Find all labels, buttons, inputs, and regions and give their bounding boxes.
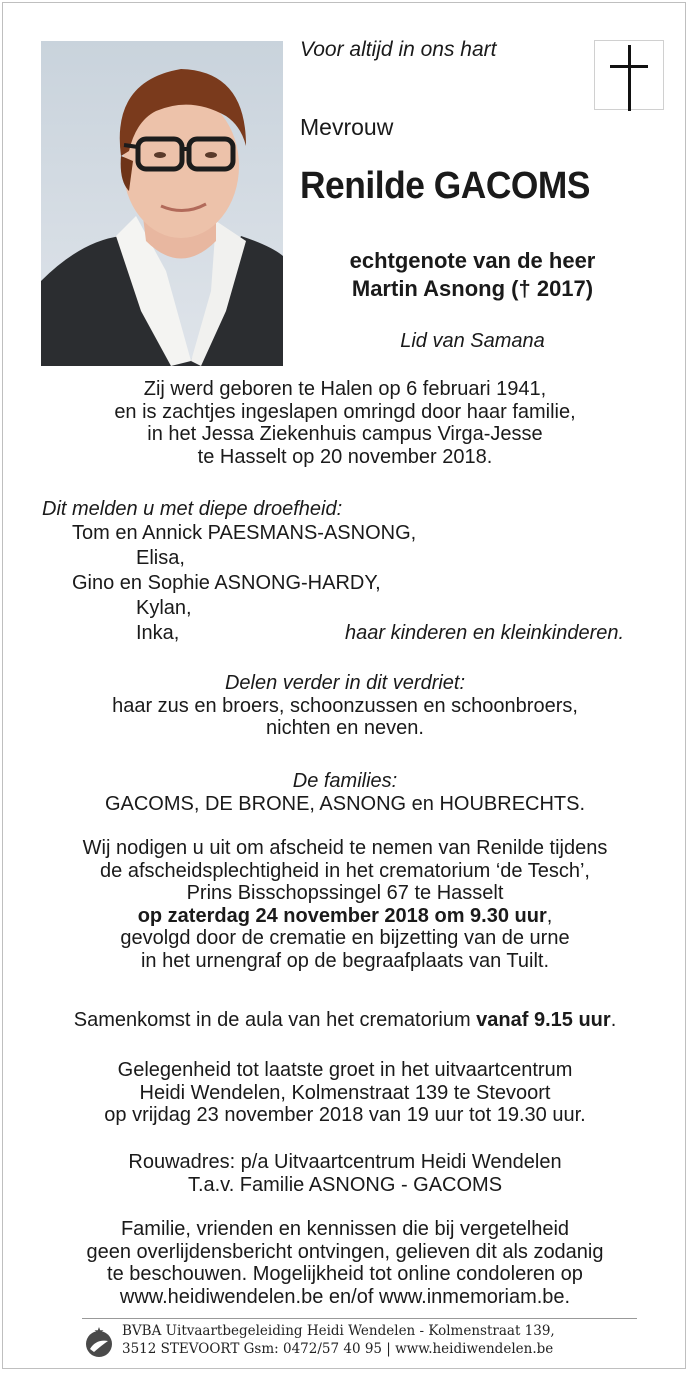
spouse-line-2: Martin Asnong († 2017) [351,276,594,301]
funeral-home-logo-icon [84,1325,114,1359]
families-label: De families: [292,770,398,792]
footer-line-1: BVBA Uitvaartbegeleiding Heidi Wendelen - Kolmenstraat 139, [122,1323,555,1339]
sharing-label: Delen verder in dit verdriet: [224,672,466,694]
sharing-line: nichten en neven. [266,717,424,739]
visitation-block [20,1059,670,1127]
footer-line-2: 3512 STEVOORT Gsm: 0472/57 40 95 | www.heidiwendelen.be [122,1341,554,1357]
address-line: Rouwadres: p/a Uitvaartcentrum Heidi Wendelen [128,1151,562,1173]
ceremony-date: op zaterdag 24 november 2018 om 9.30 uur [137,904,547,927]
family-member: Elisa, [136,547,185,569]
address-line: T.a.v. Familie ASNONG - GACOMS [187,1173,503,1196]
footer-divider [82,1318,637,1319]
families-block [20,770,670,815]
family-member: Gino en Sophie ASNONG-HARDY, [72,572,381,594]
ceremony-line: de afscheidsplechtigheid in het crematorium ‘de Tesch’, [100,859,590,882]
ceremony-line: gevolgd door de crematie en bijzetting van de urne [120,927,570,949]
ceremony-line: Prins Bisschopssingel 67 te Hasselt [186,882,504,904]
ceremony-date-line [20,905,670,928]
notice-line: geen overlijdensbericht ontvingen, gelieven dit als zodanig [86,1240,604,1263]
gathering-suffix: . [610,1009,617,1031]
family-caption: haar kinderen en kleinkinderen. [345,622,625,644]
ceremony-line: in het urnengraf op de begraafplaats van Tuilt. [140,949,550,972]
ceremony-block [20,837,670,972]
visitation-line: Gelegenheid tot laatste groet in het uitvaartcentrum [117,1059,573,1081]
portrait-photo [41,41,283,366]
salutation: Mevrouw [300,114,394,140]
membership: Lid van Samana [400,330,545,352]
notice-line: Familie, vrienden en kennissen die bij vergetelheid [120,1218,570,1240]
family-member: Tom en Annick PAESMANS-ASNONG, [72,522,417,544]
cross-frame [594,40,664,110]
gathering-time: vanaf 9.15 uur [476,1009,611,1031]
ceremony-date-suffix: , [546,904,553,927]
sharing-line: haar zus en broers, schoonzussen en schoonbroers, [112,694,578,717]
birth-line: Zij werd geboren te Halen op 6 februari 1941, [143,378,547,400]
notice-line: te beschouwen. Mogelijkheid tot online condoleren op [107,1263,583,1285]
deceased-name: Renilde GACOMS [300,165,590,207]
notice-block [20,1218,670,1308]
notice-line: www.heidiwendelen.be en/of www.inmemoriam.be. [119,1285,571,1308]
birth-line: in het Jessa Ziekenhuis campus Virga-Jesse [147,423,543,445]
visitation-line: op vrijdag 23 november 2018 van 19 uur tot 19.30 uur. [104,1104,586,1126]
spouse-info [300,247,645,303]
ceremony-line: Wij nodigen u uit om afscheid te nemen van Renilde tijdens [82,837,608,859]
gathering-line [20,1009,670,1032]
footer-contact [122,1322,555,1358]
sharing-block [20,672,670,740]
birth-line: en is zachtjes ingeslapen omringd door haar familie, [114,400,576,423]
spouse-line-1: echtgenote van de heer [349,248,596,273]
family-member: Kylan, [136,597,192,619]
birth-passing-text [20,378,670,468]
birth-line: te Hasselt op 20 november 2018. [197,445,493,468]
families-names: GACOMS, DE BRONE, ASNONG en HOUBRECHTS. [104,792,586,815]
gathering-text: Samenkomst in de aula van het crematorium [73,1009,477,1031]
announcement-intro: Dit melden u met diepe droefheid: [42,498,343,520]
motto: Voor altijd in ons hart [300,38,497,61]
visitation-line: Heidi Wendelen, Kolmenstraat 139 te Stevoort [139,1081,551,1104]
mourning-address [20,1151,670,1196]
family-member: Inka, [136,622,180,644]
